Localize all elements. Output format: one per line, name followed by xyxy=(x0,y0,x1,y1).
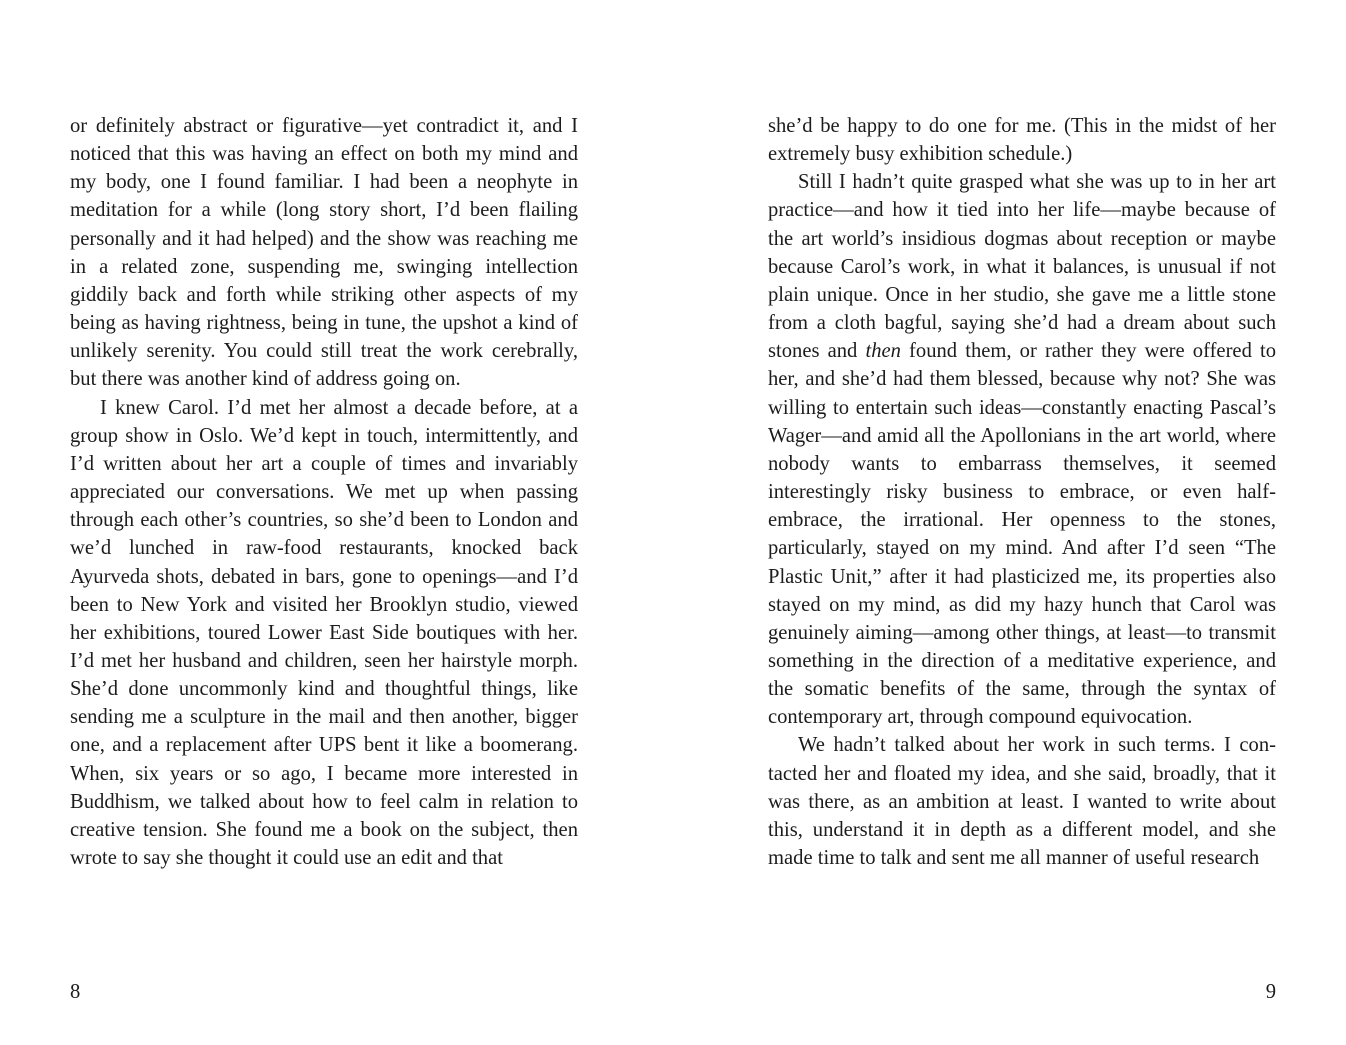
paragraph: or definitely abstract or figurative—yet contradict it, and I noticed that this was having an effect on both my mind and my body, one I found familiar. I had been a neophyte in meditation for a while (long story short, I’d been flailing personally and it had helped) and the show was reaching me in a related zone, suspending me, swinging intellection giddily back and forth while striking other aspects of my being as having rightness, being in tune, the upshot a kind of unlikely serenity. You could still treat the work cerebrally, but there was another kind of address going on. xyxy=(70,115,578,391)
paragraph: I knew Carol. I’d met her almost a decade before, at a group show in Oslo. We’d kept in touch, intermittently, and I’d written about her art a couple of times and invariably appreciated our conversations. We met up when passing through each other’s countries, so she’d been to London and we’d lunched in raw-food restaurants, knocked back Ayurveda shots, debated in bars, gone to openings—and I’d been to New York and visited her Brooklyn studio, viewed her exhibitions, toured Lower East Side boutiques with her. I’d met her husband and children, seen her hairstyle morph. She’d done uncommonly kind and thoughtful things, like sending me a sculpture in the mail and then another, bigger one, and a replacement after UPS bent it like a boomerang. When, six years or so ago, I became more interested in Buddhism, we talked about how to feel calm in relation to creative tension. She found me a book on the subject, then wrote to say she thought it could use an edit and that xyxy=(70,396,578,870)
right-page xyxy=(673,0,1346,1045)
paragraph-text: found them, or rather they were offered to her, and she’d had them blessed, because why not? She was willing to entertain such ideas—constantly enacting Pascal’s Wager—and amid all the Apollonians in the art world, where nobody wants to embarrass themselves, it seemed interestingly risky business to embrace, or even half-embrace, the irrational. Her openness to the stones, particularly, stayed on my mind. And after I’d seen “The Plastic Unit,” after it had plasticized me, its properties also stayed on my mind, as did my hazy hunch that Carol was genuinely aiming—among other things, at least—to transmit something in the direction of a meditative experience, and the somatic benefits of the same, through the syntax of contemporary art, through compound equivocation. xyxy=(768,340,1277,729)
paragraph xyxy=(768,168,1276,731)
right-page-text xyxy=(768,112,1276,872)
italic-word: then xyxy=(865,340,901,363)
paragraph: she’d be happy to do one for me. (This in the midst of her extremely busy exhibition schedule.) xyxy=(768,115,1276,166)
paragraph: We hadn’t talked about her work in such terms. I contacted her and floated my idea, and she said, broadly, that it was there, as an ambition at least. I wanted to write about this, understand it in depth as a different model, and she made time to talk and sent me all manner of useful research xyxy=(768,734,1276,870)
paragraph-text: Still I hadn’t quite grasped what she was up to in her art practice—and how it tied into her life—maybe because of the art world’s insidious dogmas about reception or maybe because Carol’s work, in what it balances, is unusual if not plain unique. Once in her studio, she gave me a little stone from a cloth bagful, saying she’d had a dream about such stones and xyxy=(768,171,1276,363)
page-number: 9 xyxy=(1265,981,1276,1003)
left-page-text xyxy=(70,112,578,872)
page-number: 8 xyxy=(70,981,81,1003)
